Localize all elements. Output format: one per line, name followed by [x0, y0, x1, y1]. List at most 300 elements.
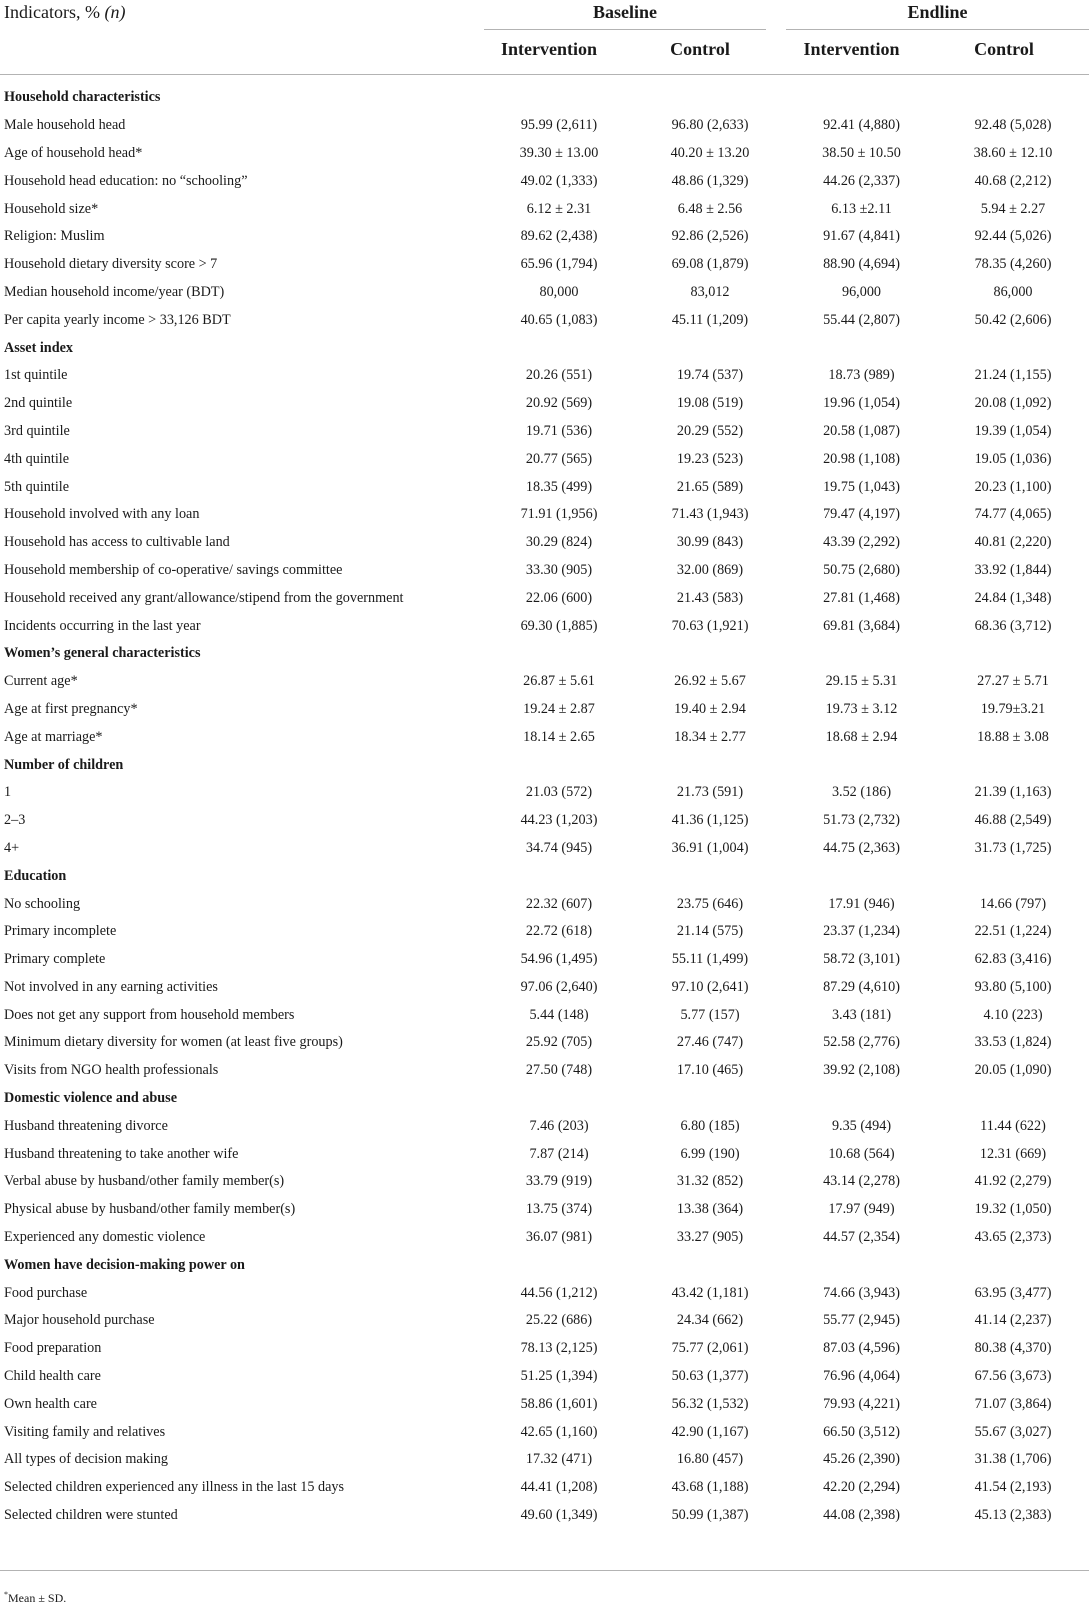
cell-value: 43.65 (2,373) [974, 1229, 1052, 1246]
cell-value [786, 862, 937, 890]
cell-value [484, 862, 634, 890]
section-title: Domestic violence and abuse [4, 1090, 178, 1107]
cell-value: 42.65 (1,160) [520, 1423, 598, 1440]
indicator-label: Household head education: no “schooling” [4, 172, 248, 189]
cell-value: 20.08 (1,092) [974, 395, 1052, 412]
cell-value: 19.79±3.21 [980, 700, 1046, 717]
cell-value: 22.72 (618) [525, 923, 593, 940]
cell-value: 19.40 ± 2.94 [674, 700, 746, 717]
cell-value: 18.88 ± 3.08 [977, 728, 1049, 745]
indicator-label: Major household purchase [4, 1312, 155, 1329]
cell-value: 19.74 (537) [676, 367, 744, 384]
indicator-label: 1st quintile [4, 367, 68, 384]
cell-value: 55.67 (3,027) [974, 1423, 1052, 1440]
cell-value: 18.35 (499) [525, 478, 593, 495]
indicator-label: Own health care [4, 1395, 97, 1412]
table-row [0, 1502, 1089, 1530]
cell-value: 39.30 ± 13.00 [519, 144, 599, 161]
endline-header: Endline [907, 2, 968, 22]
baseline-rule [484, 29, 766, 30]
cell-value: 21.73 (591) [676, 784, 744, 801]
cell-value: 23.75 (646) [676, 895, 744, 912]
cell-value: 69.30 (1,885) [520, 617, 598, 634]
cell-value: 69.81 (3,684) [823, 617, 900, 634]
cell-value: 44.08 (2,398) [823, 1507, 900, 1524]
table-row [0, 1112, 1089, 1140]
table-row [0, 1418, 1089, 1446]
cell-value: 70.63 (1,921) [671, 617, 749, 634]
cell-value [786, 1251, 937, 1279]
indicator-label: Median household income/year (BDT) [4, 283, 225, 300]
cell-value: 50.63 (1,377) [671, 1368, 749, 1385]
cell-value: 96,000 [841, 283, 881, 300]
cell-value: 22.06 (600) [525, 589, 593, 606]
cell-value: 44.57 (2,354) [823, 1229, 900, 1246]
cell-value: 43.68 (1,188) [671, 1479, 749, 1496]
section-title: Women’s general characteristics [4, 645, 201, 662]
table-row [0, 1390, 1089, 1418]
cell-value [786, 751, 937, 779]
cell-value [937, 84, 1089, 112]
cell-value: 6.12 ± 2.31 [526, 200, 592, 217]
table-row [0, 390, 1089, 418]
cell-value: 96.80 (2,633) [671, 117, 749, 134]
cell-value: 7.46 (203) [529, 1117, 589, 1134]
section-row [0, 1251, 1089, 1279]
cell-value: 89.62 (2,438) [520, 228, 598, 245]
cell-value [634, 751, 786, 779]
cell-value: 91.67 (4,841) [823, 228, 900, 245]
cell-value: 20.58 (1,087) [823, 422, 900, 439]
baseline-intervention-header: Intervention [501, 39, 597, 59]
cell-value: 79.93 (4,221) [823, 1395, 900, 1412]
cell-value: 83,012 [690, 283, 730, 300]
footnote [4, 1590, 66, 1606]
cell-value: 42.90 (1,167) [671, 1423, 749, 1440]
cell-value: 68.36 (3,712) [974, 617, 1052, 634]
cell-value: 80,000 [539, 283, 579, 300]
section-row [0, 84, 1089, 112]
cell-value: 97.10 (2,641) [671, 978, 749, 995]
cell-value: 79.47 (4,197) [823, 506, 900, 523]
cell-value [937, 751, 1089, 779]
cell-value: 62.83 (3,416) [974, 951, 1052, 968]
cell-value: 76.96 (4,064) [823, 1368, 900, 1385]
cell-value: 44.41 (1,208) [520, 1479, 598, 1496]
table-row [0, 1168, 1089, 1196]
cell-value: 34.74 (945) [525, 839, 593, 856]
section-title: Women have decision-making power on [4, 1256, 245, 1273]
indicator-label: Male household head [4, 117, 126, 134]
cell-value: 43.14 (2,278) [823, 1173, 900, 1190]
cell-value: 42.20 (2,294) [823, 1479, 900, 1496]
cell-value: 49.02 (1,333) [520, 172, 598, 189]
table-row [0, 223, 1089, 251]
cell-value: 40.81 (2,220) [974, 534, 1052, 551]
cell-value: 44.26 (2,337) [823, 172, 900, 189]
table-row [0, 1224, 1089, 1252]
indicator-label: Physical abuse by husband/other family member(s) [4, 1201, 296, 1218]
cell-value: 51.25 (1,394) [520, 1368, 598, 1385]
table-row [0, 1196, 1089, 1224]
indicator-label: Current age* [4, 673, 78, 690]
cell-value: 33.27 (905) [676, 1229, 744, 1246]
cell-value: 65.96 (1,794) [520, 256, 598, 273]
cell-value [634, 1251, 786, 1279]
cell-value: 9.35 (494) [831, 1117, 892, 1134]
indicator-label: 5th quintile [4, 478, 70, 495]
cell-value: 41.14 (2,237) [974, 1312, 1052, 1329]
cell-value: 25.22 (686) [525, 1312, 593, 1329]
cell-value: 33.79 (919) [525, 1173, 593, 1190]
cell-value: 12.31 (669) [979, 1145, 1047, 1162]
cell-value [484, 334, 634, 362]
cell-value [634, 862, 786, 890]
cell-value: 21.24 (1,155) [974, 367, 1052, 384]
cell-value: 69.08 (1,879) [671, 256, 749, 273]
table-row [0, 306, 1089, 334]
cell-value: 11.44 (622) [980, 1117, 1046, 1134]
footnote-marker: * [4, 1590, 8, 1599]
cell-value: 40.20 ± 13.20 [670, 144, 750, 161]
header-rule [0, 74, 1089, 75]
indicator-label: 3rd quintile [4, 422, 70, 439]
endline-rule [786, 29, 1089, 30]
cell-value: 58.86 (1,601) [520, 1395, 598, 1412]
cell-value: 43.39 (2,292) [823, 534, 900, 551]
cell-value: 5.77 (157) [680, 1006, 740, 1023]
indicator-label: Household size* [4, 200, 99, 217]
cell-value [786, 334, 937, 362]
cell-value: 13.75 (374) [525, 1201, 593, 1218]
cell-value: 18.73 (989) [828, 367, 895, 384]
cell-value: 49.60 (1,349) [520, 1507, 598, 1524]
table-row [0, 612, 1089, 640]
cell-value: 74.66 (3,943) [823, 1284, 900, 1301]
cell-value: 6.48 ± 2.56 [677, 200, 743, 217]
cell-value [484, 640, 634, 668]
cell-value: 19.71 (536) [525, 422, 593, 439]
cell-value: 27.81 (1,468) [823, 589, 900, 606]
endline-intervention-header: Intervention [803, 39, 900, 59]
indicator-label: No schooling [4, 895, 81, 912]
indicator-label: Household dietary diversity score > 7 [4, 256, 218, 273]
table-row [0, 1001, 1089, 1029]
cell-value: 44.75 (2,363) [823, 839, 900, 856]
cell-value: 27.27 ± 5.71 [977, 673, 1049, 690]
section-row [0, 862, 1089, 890]
section-row [0, 1085, 1089, 1113]
cell-value: 88.90 (4,694) [823, 256, 900, 273]
cell-value: 17.10 (465) [676, 1062, 744, 1079]
section-title: Asset index [4, 339, 73, 356]
cell-value: 55.77 (2,945) [823, 1312, 900, 1329]
cell-value: 20.77 (565) [525, 450, 593, 467]
cell-value [937, 640, 1089, 668]
cell-value: 18.34 ± 2.77 [674, 728, 746, 745]
indicator-label: Not involved in any earning activities [4, 978, 218, 995]
cell-value: 21.14 (575) [676, 923, 744, 940]
n-label: (n) [104, 2, 126, 22]
cell-value: 17.91 (946) [828, 895, 895, 912]
cell-value: 14.66 (797) [979, 895, 1047, 912]
section-row [0, 751, 1089, 779]
cell-value: 21.03 (572) [525, 784, 593, 801]
cell-value: 25.92 (705) [525, 1034, 593, 1051]
table-row [0, 807, 1089, 835]
cell-value: 5.44 (148) [529, 1006, 589, 1023]
cell-value: 55.44 (2,807) [823, 311, 900, 328]
indicator-label: 2–3 [4, 812, 26, 829]
cell-value: 16.80 (457) [676, 1451, 744, 1468]
indicator-label: Age at marriage* [4, 728, 103, 745]
cell-value: 21.65 (589) [676, 478, 744, 495]
cell-value: 30.29 (824) [525, 534, 593, 551]
cell-value: 50.75 (2,680) [823, 561, 900, 578]
indicator-label: Selected children were stunted [4, 1507, 178, 1524]
cell-value: 13.38 (364) [676, 1201, 744, 1218]
cell-value: 33.53 (1,824) [974, 1034, 1052, 1051]
indicator-label: Visits from NGO health professionals [4, 1062, 219, 1079]
indicator-label: Primary incomplete [4, 923, 117, 940]
indicator-label: Visiting family and relatives [4, 1423, 166, 1440]
cell-value: 46.88 (2,549) [974, 812, 1052, 829]
cell-value [484, 1251, 634, 1279]
cell-value: 22.32 (607) [525, 895, 593, 912]
cell-value: 38.60 ± 12.10 [973, 144, 1053, 161]
indicator-label: Household involved with any loan [4, 506, 200, 523]
table-row [0, 557, 1089, 585]
cell-value: 17.97 (949) [828, 1201, 895, 1218]
baseline-control-header: Control [670, 39, 730, 59]
cell-value: 18.68 ± 2.94 [825, 728, 898, 745]
table-row [0, 279, 1089, 307]
table-row [0, 362, 1089, 390]
cell-value: 20.98 (1,108) [823, 450, 900, 467]
cell-value: 26.87 ± 5.61 [523, 673, 595, 690]
cell-value: 18.14 ± 2.65 [523, 728, 595, 745]
cell-value: 17.32 (471) [525, 1451, 593, 1468]
cell-value: 27.46 (747) [676, 1034, 744, 1051]
cell-value: 48.86 (1,329) [671, 172, 749, 189]
cell-value: 33.92 (1,844) [974, 561, 1052, 578]
indicator-label: Minimum dietary diversity for women (at least five groups) [4, 1034, 343, 1051]
cell-value: 24.84 (1,348) [974, 589, 1052, 606]
table-row [0, 723, 1089, 751]
indicator-label: Does not get any support from household members [4, 1006, 295, 1023]
cell-value: 22.51 (1,224) [974, 923, 1052, 940]
baseline-header: Baseline [592, 2, 657, 22]
cell-value [634, 640, 786, 668]
indicator-label: 4th quintile [4, 450, 70, 467]
table-row [0, 1446, 1089, 1474]
cell-value: 19.39 (1,054) [974, 422, 1052, 439]
cell-value: 54.96 (1,495) [520, 951, 598, 968]
cell-value: 30.99 (843) [676, 534, 744, 551]
indicator-label: 4+ [4, 839, 20, 856]
cell-value: 36.07 (981) [525, 1229, 593, 1246]
cell-value: 71.07 (3,864) [974, 1395, 1052, 1412]
section-title: Household characteristics [4, 89, 161, 106]
table-row [0, 974, 1089, 1002]
cell-value: 67.56 (3,673) [974, 1368, 1052, 1385]
indicator-label: Household received any grant/allowance/stipend from the government [4, 589, 404, 606]
indicator-label: Incidents occurring in the last year [4, 617, 201, 634]
indicator-label: Age at first pregnancy* [4, 700, 138, 717]
bottom-rule [0, 1570, 1089, 1571]
table-row [0, 779, 1089, 807]
cell-value: 44.23 (1,203) [520, 812, 598, 829]
cell-value: 45.11 (1,209) [671, 311, 749, 328]
cell-value: 41.36 (1,125) [671, 812, 749, 829]
table-row [0, 890, 1089, 918]
indicator-label: All types of decision making [4, 1451, 168, 1468]
cell-value: 43.42 (1,181) [671, 1284, 749, 1301]
indicator-label: Child health care [4, 1368, 101, 1385]
cell-value: 45.26 (2,390) [823, 1451, 900, 1468]
indicator-label: Age of household head* [4, 144, 143, 161]
cell-value: 29.15 ± 5.31 [825, 673, 898, 690]
cell-value: 3.52 (186) [831, 784, 892, 801]
cell-value: 7.87 (214) [529, 1145, 589, 1162]
table-row [0, 584, 1089, 612]
cell-value: 71.91 (1,956) [520, 506, 598, 523]
cell-value: 20.92 (569) [525, 395, 593, 412]
cell-value: 19.24 ± 2.87 [523, 700, 595, 717]
cell-value [786, 1085, 937, 1113]
cell-value: 74.77 (4,065) [974, 506, 1052, 523]
indicator-label: Selected children experienced any illness in the last 15 days [4, 1479, 344, 1496]
indicator-label: 2nd quintile [4, 395, 73, 412]
indicators-header [4, 0, 125, 24]
cell-value: 58.72 (3,101) [823, 951, 900, 968]
cell-value: 97.06 (2,640) [520, 978, 598, 995]
table-row [0, 473, 1089, 501]
cell-value: 19.08 (519) [676, 395, 744, 412]
cell-value: 92.48 (5,028) [974, 117, 1052, 134]
cell-value: 3.43 (181) [831, 1006, 892, 1023]
cell-value: 51.73 (2,732) [823, 812, 900, 829]
table-row [0, 1335, 1089, 1363]
cell-value: 41.54 (2,193) [974, 1479, 1052, 1496]
table-row [0, 140, 1089, 168]
cell-value: 20.29 (552) [676, 422, 744, 439]
cell-value: 5.94 ± 2.27 [980, 200, 1046, 217]
table-row [0, 418, 1089, 446]
indicator-label: Food preparation [4, 1340, 102, 1357]
cell-value: 23.37 (1,234) [823, 923, 900, 940]
cell-value: 32.00 (869) [676, 561, 744, 578]
cell-value: 87.29 (4,610) [823, 978, 900, 995]
cell-value: 93.80 (5,100) [974, 978, 1052, 995]
cell-value: 56.32 (1,532) [671, 1395, 749, 1412]
cell-value: 78.35 (4,260) [974, 256, 1052, 273]
indicator-label: Husband threatening to take another wife [4, 1145, 239, 1162]
cell-value: 21.43 (583) [676, 589, 744, 606]
table-row [0, 1140, 1089, 1168]
cell-value: 92.44 (5,026) [974, 228, 1052, 245]
indicator-label: Food purchase [4, 1284, 88, 1301]
table-row [0, 1029, 1089, 1057]
indicators-label: Indicators, % [4, 2, 105, 22]
cell-value: 19.75 (1,043) [823, 478, 900, 495]
cell-value: 20.26 (551) [525, 367, 593, 384]
cell-value: 19.32 (1,050) [974, 1201, 1052, 1218]
cell-value: 80.38 (4,370) [974, 1340, 1052, 1357]
cell-value [484, 751, 634, 779]
cell-value: 92.86 (2,526) [671, 228, 749, 245]
indicator-label: Husband threatening divorce [4, 1117, 168, 1134]
cell-value [937, 334, 1089, 362]
cell-value: 66.50 (3,512) [823, 1423, 900, 1440]
table-row [0, 1279, 1089, 1307]
cell-value: 33.30 (905) [525, 561, 593, 578]
cell-value: 41.92 (2,279) [974, 1173, 1052, 1190]
cell-value: 50.42 (2,606) [974, 311, 1052, 328]
table-row [0, 696, 1089, 724]
cell-value: 31.32 (852) [676, 1173, 744, 1190]
cell-value: 24.34 (662) [676, 1312, 744, 1329]
indicator-label: 1 [4, 784, 12, 801]
indicator-label: Household has access to cultivable land [4, 534, 230, 551]
cell-value: 20.23 (1,100) [974, 478, 1052, 495]
cell-value [634, 1085, 786, 1113]
table-row [0, 918, 1089, 946]
section-title: Education [4, 867, 67, 884]
table-row [0, 1057, 1089, 1085]
cell-value: 92.41 (4,880) [823, 117, 900, 134]
table-row [0, 167, 1089, 195]
cell-value: 75.77 (2,061) [671, 1340, 749, 1357]
section-row [0, 334, 1089, 362]
cell-value: 86,000 [993, 283, 1033, 300]
cell-value [484, 1085, 634, 1113]
table-row [0, 112, 1089, 140]
cell-value: 40.65 (1,083) [520, 311, 598, 328]
table-row [0, 668, 1089, 696]
cell-value: 63.95 (3,477) [974, 1284, 1052, 1301]
cell-value: 6.13 ±2.11 [831, 200, 892, 217]
cell-value: 55.11 (1,499) [671, 951, 749, 968]
table-header [0, 0, 1089, 76]
section-title: Number of children [4, 756, 124, 773]
endline-control-header: Control [974, 39, 1034, 59]
indicator-label: Per capita yearly income > 33,126 BDT [4, 311, 231, 328]
footnote-text: Mean ± SD. [8, 1591, 67, 1605]
cell-value [634, 334, 786, 362]
cell-value: 27.50 (748) [525, 1062, 593, 1079]
cell-value: 19.96 (1,054) [823, 395, 900, 412]
cell-value: 31.73 (1,725) [974, 839, 1052, 856]
cell-value: 87.03 (4,596) [823, 1340, 900, 1357]
cell-value: 19.73 ± 3.12 [825, 700, 898, 717]
table-row [0, 1363, 1089, 1391]
cell-value: 10.68 (564) [828, 1145, 895, 1162]
cell-value [786, 640, 937, 668]
cell-value: 6.99 (190) [680, 1145, 740, 1162]
cell-value: 19.05 (1,036) [974, 450, 1052, 467]
cell-value: 71.43 (1,943) [671, 506, 749, 523]
table-row [0, 529, 1089, 557]
table-row [0, 501, 1089, 529]
indicator-label: Religion: Muslim [4, 228, 105, 245]
table-body [0, 84, 1089, 1529]
cell-value [937, 1251, 1089, 1279]
cell-value [786, 84, 937, 112]
cell-value [634, 84, 786, 112]
table-row [0, 1474, 1089, 1502]
cell-value: 50.99 (1,387) [671, 1507, 749, 1524]
